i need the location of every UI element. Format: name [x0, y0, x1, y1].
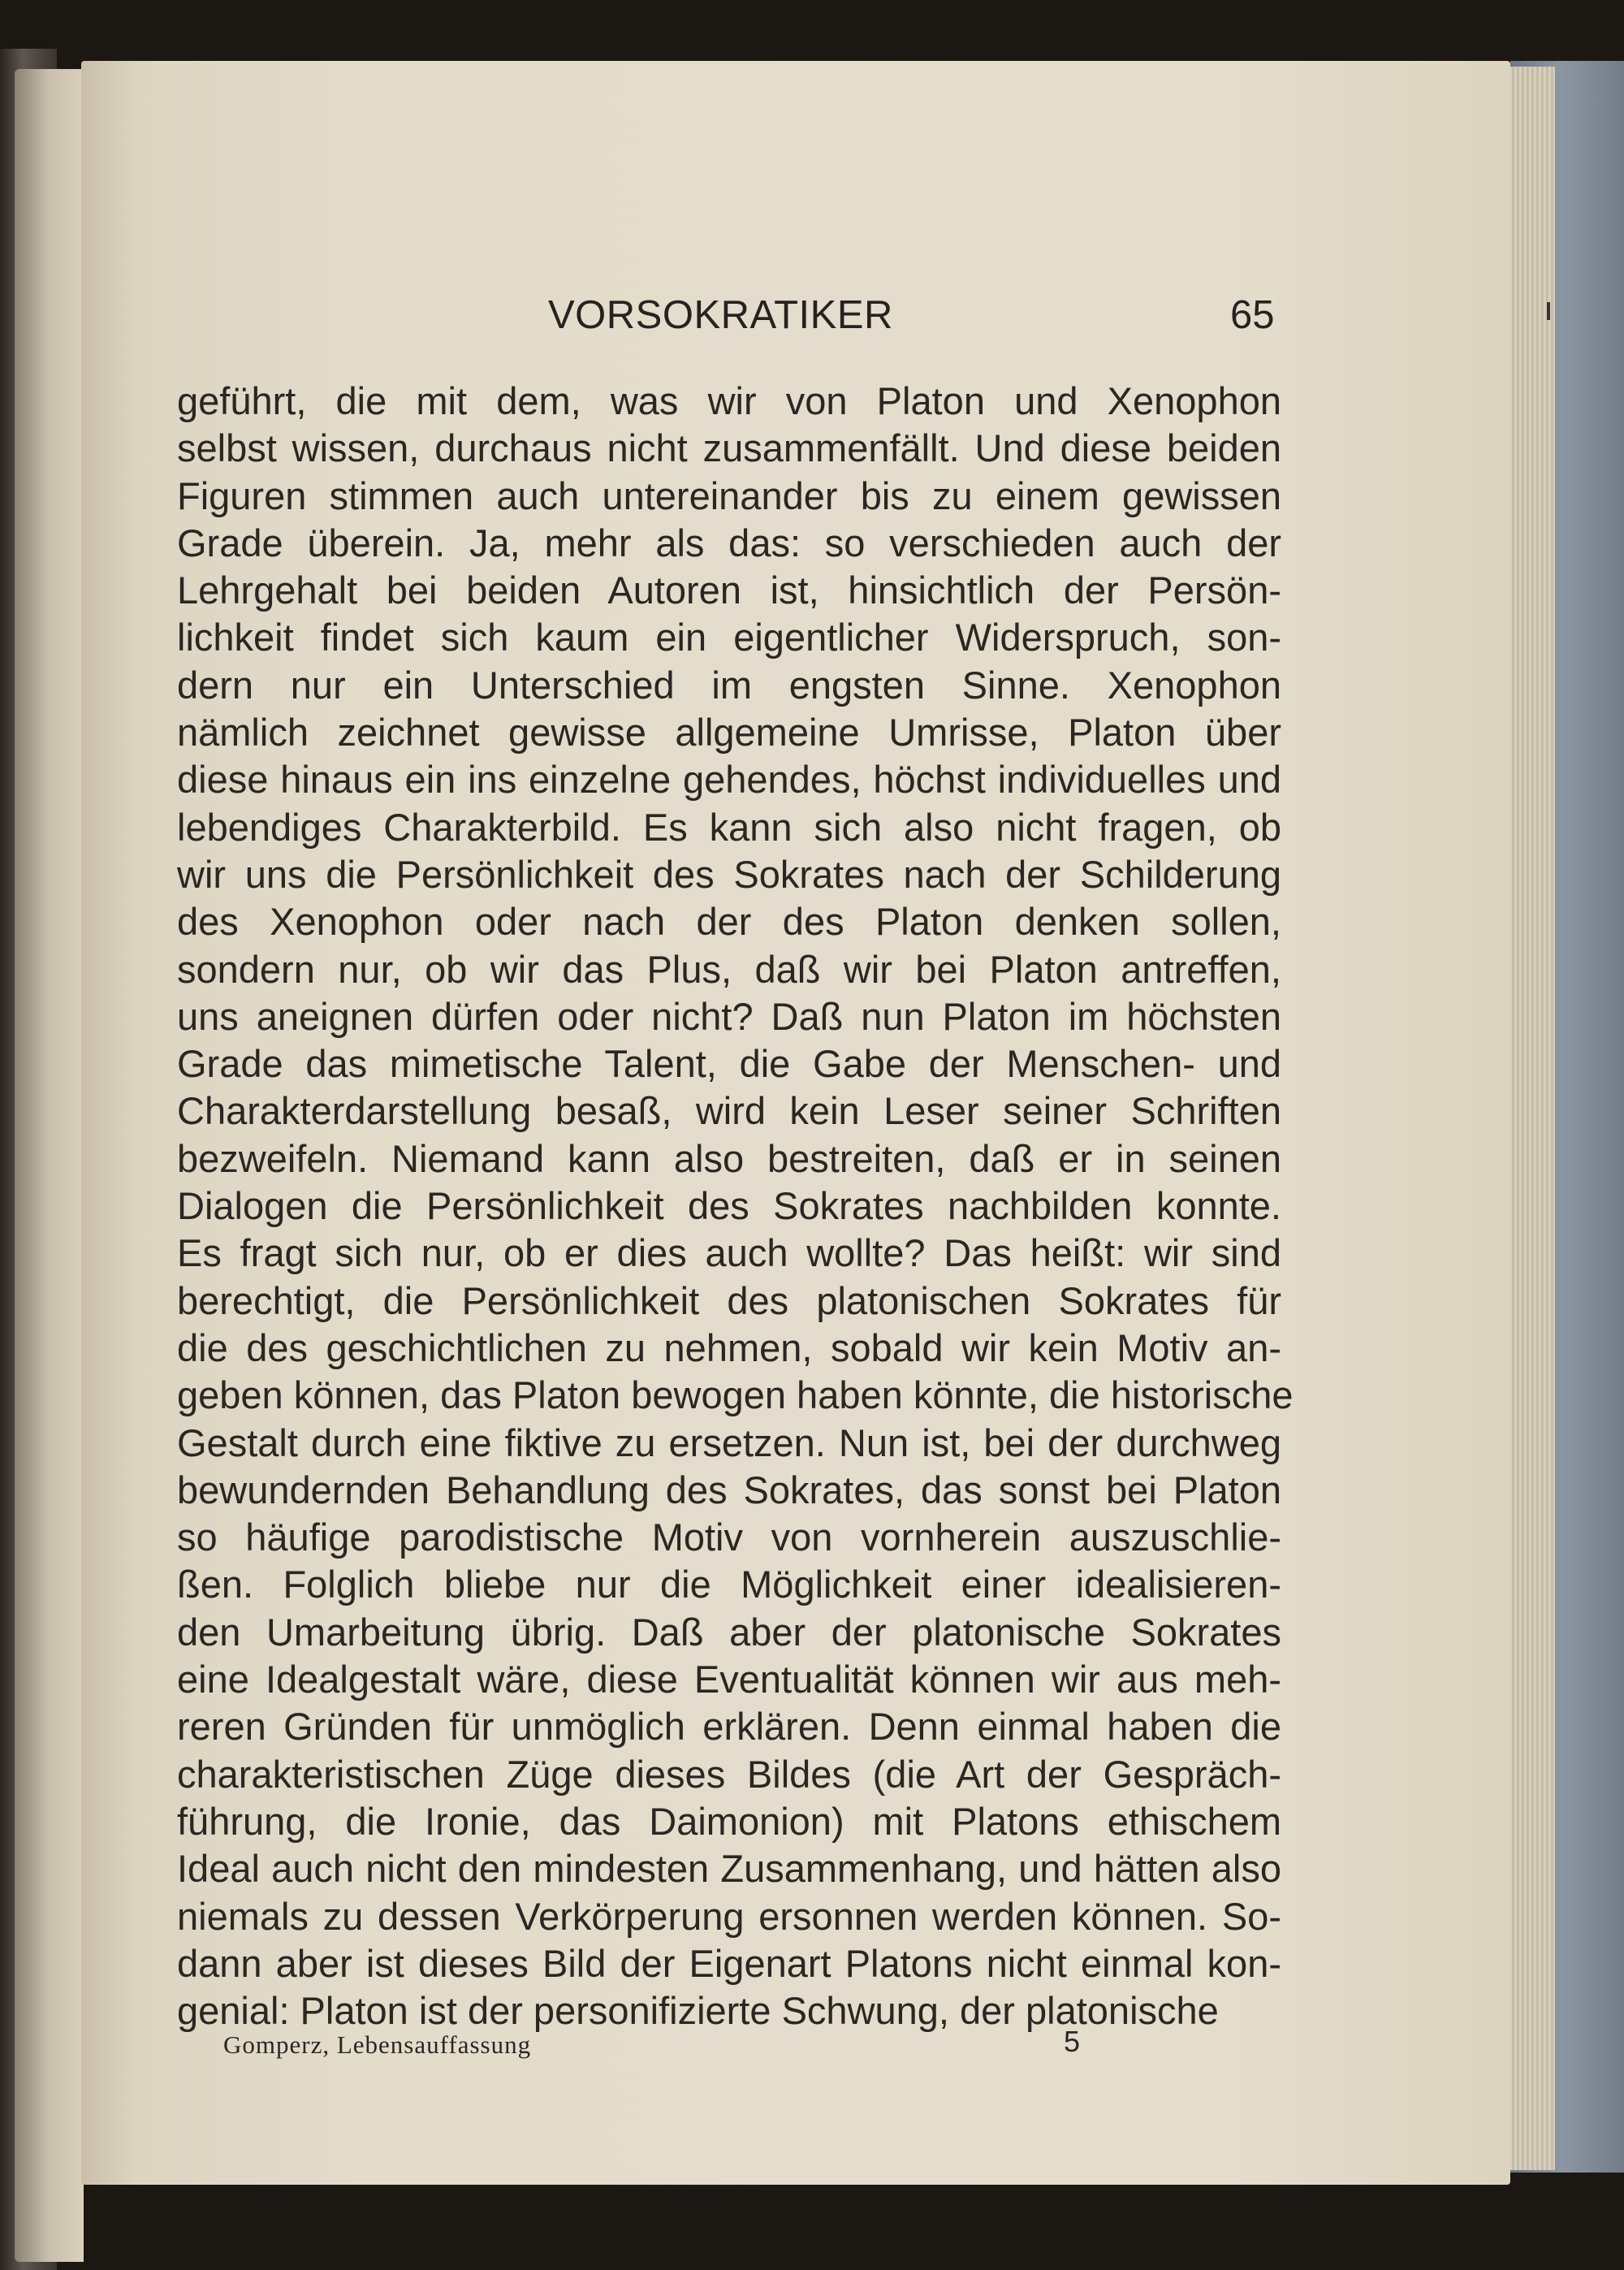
running-title: VORSOKRATIKER [548, 293, 893, 337]
binding-mark [1547, 302, 1550, 320]
text-line: lebendiges Charakterbild. Es kann sich also nicht fragen, ob [177, 805, 1281, 849]
text-line: den Umarbeitung übrig. Daß aber der platonische Sokrates [177, 1610, 1281, 1654]
text-line: Gestalt durch eine fiktive zu ersetzen. Nun ist, bei der durchweg [177, 1420, 1281, 1464]
text-line: geführt, die mit dem, was wir von Platon und Xenophon [177, 379, 1281, 422]
footer-signature-mark: 5 [1064, 2025, 1081, 2058]
text-line: Lehrgehalt bei beiden Autoren ist, hinsichtlich der Persön- [177, 569, 1281, 612]
text-line: niemals zu dessen Verkörperung ersonnen werden können. So- [177, 1894, 1281, 1938]
text-line: ßen. Folglich bliebe nur die Möglichkeit einer idealisieren- [177, 1563, 1281, 1606]
text-line: Dialogen die Persönlichkeit des Sokrates nachbilden konnte. [177, 1184, 1281, 1228]
text-line: Charakterdarstellung besaß, wird kein Leser seiner Schriften [177, 1089, 1281, 1133]
text-line: Ideal auch nicht den mindesten Zusammenhang, und hätten also [177, 1847, 1281, 1891]
text-line: eine Idealgestalt wäre, diese Eventualität können wir aus meh- [177, 1658, 1281, 1701]
text-line: sondern nur, ob wir das Plus, daß wir bei Platon antreffen, [177, 947, 1281, 991]
text-line: geben können, das Platon bewogen haben könnte, die historische [177, 1373, 1294, 1417]
text-line: Figuren stimmen auch untereinander bis zu einem gewissen [177, 473, 1281, 517]
text-line: Es fragt sich nur, ob er dies auch wollte? Das heißt: wir sind [177, 1231, 1281, 1275]
text-line: die des geschichtlichen zu nehmen, sobald wir kein Motiv an- [177, 1325, 1281, 1369]
text-line: dern nur ein Unterschied im engsten Sinne. Xenophon [177, 663, 1281, 707]
text-line: nämlich zeichnet gewisse allgemeine Umrisse, Platon über [177, 711, 1281, 755]
previous-page-edge [15, 69, 84, 2262]
text-line: genial: Platon ist der personifizierte Schwung, der platonische [177, 1989, 1219, 2033]
text-line: bezweifeln. Niemand kann also bestreiten, daß er in seinen [177, 1136, 1281, 1180]
text-line: Grade überein. Ja, mehr als das: so verschieden auch der [177, 521, 1281, 564]
text-line: reren Gründen für unmöglich erklären. Denn einmal haben die [177, 1705, 1281, 1749]
footer-signature: Gomperz, Lebensauffassung [223, 2030, 532, 2059]
text-line: uns aneignen dürfen oder nicht? Daß nun Platon im höchsten [177, 994, 1281, 1038]
text-line: wir uns die Persönlichkeit des Sokrates nach der Schilderung [177, 852, 1281, 896]
text-line: lichkeit findet sich kaum ein eigentlicher Widerspruch, son- [177, 616, 1281, 659]
body-text [177, 378, 1294, 2034]
text-line: diese hinaus ein ins einzelne gehendes, höchst individuelles und [177, 758, 1281, 802]
text-line: so häufige parodistische Motiv von vornherein auszuschlie- [177, 1515, 1281, 1559]
text-line: Grade das mimetische Talent, die Gabe der Menschen- und [177, 1042, 1281, 1086]
text-line: dann aber ist dieses Bild der Eigenart Platons nicht einmal kon- [177, 1941, 1281, 1985]
text-line: berechtigt, die Persönlichkeit des platonischen Sokrates für [177, 1278, 1281, 1322]
text-line: selbst wissen, durchaus nicht zusammenfällt. Und diese beiden [177, 426, 1281, 470]
page-number: 65 [1230, 293, 1275, 337]
text-line: führung, die Ironie, das Daimonion) mit Platons ethischem [177, 1799, 1281, 1843]
book-page [81, 61, 1510, 2185]
text-line: bewundernden Behandlung des Sokrates, das sonst bei Platon [177, 1468, 1281, 1511]
text-line: des Xenophon oder nach der des Platon denken sollen, [177, 900, 1281, 944]
text-line: charakteristischen Züge dieses Bildes (die Art der Gespräch- [177, 1752, 1281, 1796]
